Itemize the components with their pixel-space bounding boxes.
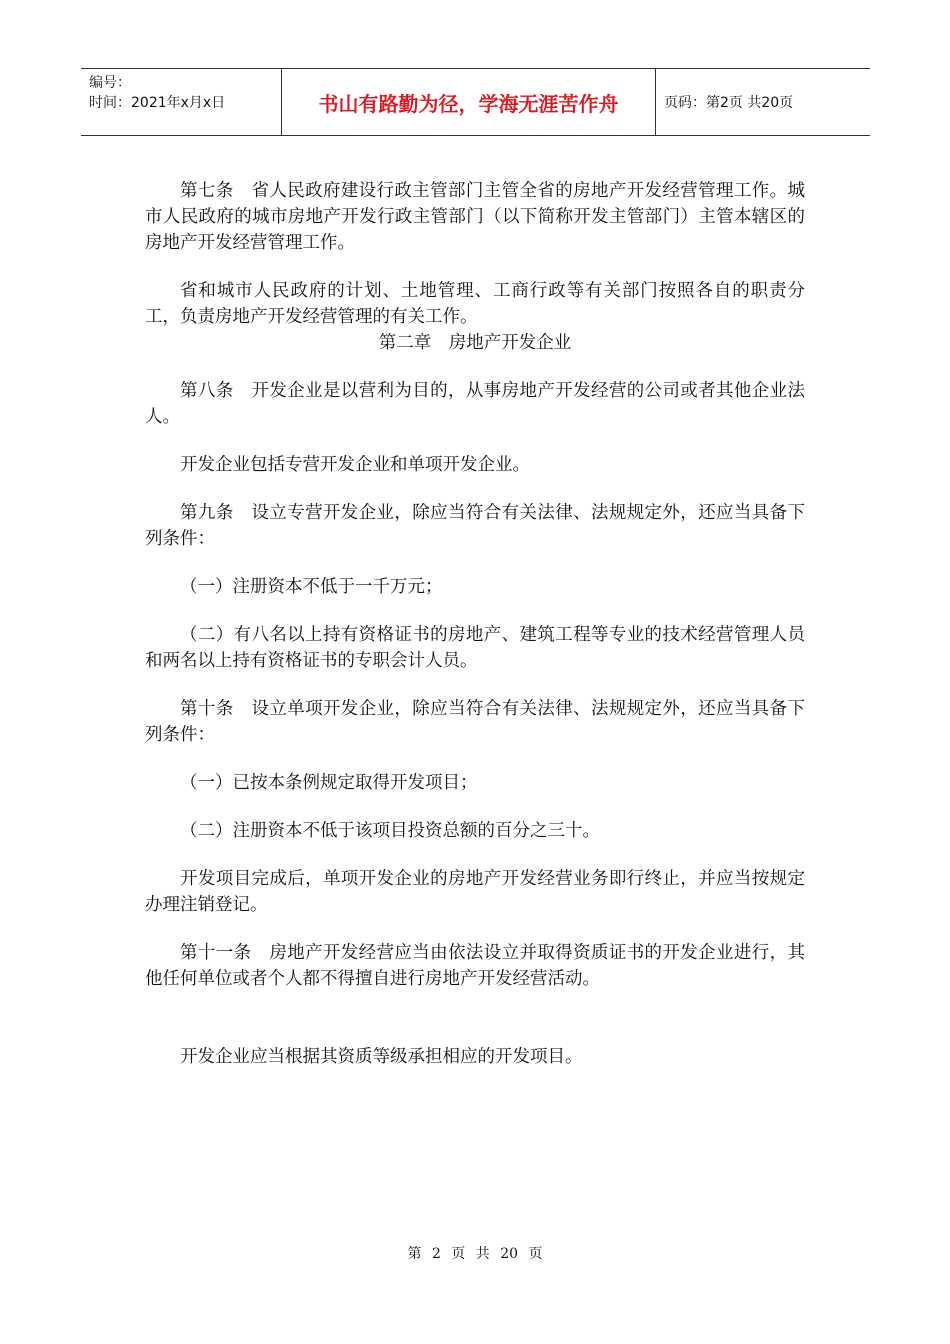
header-code-label: 编号： [89,75,131,91]
page-footer: 第 2 页 共 20 页 [407,1246,543,1262]
header-page-info: 页码：第2页 共20页 [664,95,794,111]
document-header [81,68,870,136]
paragraph-article-8: 第八条 开发企业是以营利为目的，从事房地产开发经营的公司或者其他企业法人。 [145,381,805,427]
paragraph-article-10: 第十条 设立单项开发企业，除应当符合有关法律、法规规定外，还应当具备下列条件： [145,699,805,745]
paragraph-article-10-cont: 开发项目完成后，单项开发企业的房地产开发经营业务即行终止，并应当按规定办理注销登记。 [145,869,805,915]
header-motto: 书山有路勤为径，学海无涯苦作舟 [282,69,656,135]
paragraph-article-10-item-1: （一）已按本条例规定取得开发项目； [180,773,478,793]
paragraph-article-9-item-2: （二）有八名以上持有资格证书的房地产、建筑工程等专业的技术经营管理人员和两名以上持有资格证书的专职会计人员。 [145,625,805,671]
chapter-heading: 第二章 房地产开发企业 [378,333,572,353]
paragraph-article-9-item-1: （一）注册资本不低于一千万元； [180,577,443,597]
paragraph-article-11-cont: 开发企业应当根据其资质等级承担相应的开发项目。 [180,1047,583,1067]
paragraph-article-11: 第十一条 房地产开发经营应当由依法设立并取得资质证书的开发企业进行，其他任何单位或者个人都不得擅自进行房地产开发经营活动。 [145,943,805,989]
paragraph-article-10-item-2: （二）注册资本不低于该项目投资总额的百分之三十。 [180,821,600,841]
paragraph-article-8-cont: 开发企业包括专营开发企业和单项开发企业。 [180,455,530,475]
paragraph-article-9: 第九条 设立专营开发企业，除应当符合有关法律、法规规定外，还应当具备下列条件： [145,503,805,549]
paragraph-article-7: 第七条 省人民政府建设行政主管部门主管全省的房地产开发经营管理工作。城市人民政府的城市房地产开发行政主管部门（以下简称开发主管部门）主管本辖区的房地产开发经营管理工作。 [145,181,805,253]
header-meta-cell [81,69,282,135]
document-body [145,178,805,1070]
paragraph-article-7-cont: 省和城市人民政府的计划、土地管理、工商行政等有关部门按照各自的职责分工，负责房地产开发经营管理的有关工作。 [145,281,805,327]
header-date-label: 时间：2021年x月x日 [89,95,226,111]
